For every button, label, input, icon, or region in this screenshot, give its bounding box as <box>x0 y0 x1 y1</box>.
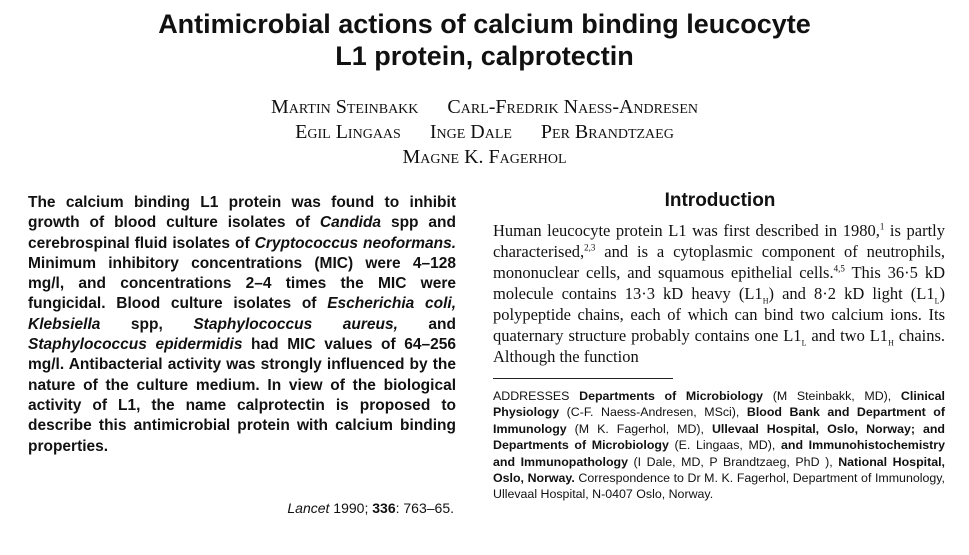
address-institution: Blood Bank and Department of Immunology <box>493 405 945 436</box>
title-line-2: L1 protein, calprotectin <box>335 41 634 71</box>
chain-subscript: H <box>888 338 894 348</box>
citation-journal: Lancet <box>287 500 330 516</box>
intro-text-run: is partly characterised, <box>493 221 945 261</box>
article-title <box>0 8 969 72</box>
citation-year: 1990; <box>329 500 373 516</box>
address-people: (E. Lingaas, MD), <box>668 438 781 453</box>
intro-text-run: and two L1 <box>806 326 889 345</box>
introduction-heading: Introduction <box>664 190 776 211</box>
reference-superscript: 4,5 <box>833 263 845 274</box>
abstract-species: Staphylococcus aureus, <box>193 315 398 333</box>
author-name: Egil Lingaas <box>295 121 401 143</box>
address-institution: Clinical Physiology <box>493 389 945 420</box>
author-name: Martin Steinbakk <box>271 96 419 118</box>
abstract-text: spp, <box>100 315 194 333</box>
address-institution: Ullevaal Hospital, Oslo, Norway; and Departments of Microbiology <box>493 421 945 453</box>
abstract-species: Cryptococcus neoformans. <box>254 234 456 252</box>
introduction-text <box>493 220 945 367</box>
address-people: (M K. Fagerhol, MD), <box>566 421 712 436</box>
chain-subscript: L <box>934 296 940 306</box>
intro-text-run: This 36·5 kD molecule contains 13·3 kD heavy (L1 <box>493 263 945 303</box>
author-name: Carl-Fredrik Naess-Andresen <box>447 96 698 118</box>
address-correspondence: Correspondence to Dr M. K. Fagerhol, Department of Immunology, Ullevaal Hospital, N-0407 Oslo, Norway. <box>493 471 945 502</box>
reference-superscript: 2,3 <box>584 242 596 253</box>
addresses-label: ADDRESSES <box>493 389 580 403</box>
intro-text-run: chains. Although the function <box>493 326 946 366</box>
abstract-species: Escherichia coli, Klebsiella <box>28 295 457 333</box>
citation <box>287 500 454 516</box>
citation-volume: 336 <box>372 500 396 516</box>
address-people: (C-F. Naess-Andresen, MSci), <box>559 405 747 420</box>
author-name: Magne K. Fagerhol <box>402 146 567 168</box>
address-people: (I Dale, MD, P Brandtzaeg, PhD ), <box>627 454 839 469</box>
author-row <box>0 120 969 145</box>
chain-subscript: H <box>762 296 769 306</box>
intro-text-run: ) polypeptide chains, each of which can bind two calcium ions. Its quaternary structure probably contains one L1 <box>493 284 945 345</box>
abstract-text: Minimum inhibitory concentrations (MIC) were 4–128 mg/l, and concentrations 2–4 times the MIC were fungicidal. Blood culture isolates of <box>28 254 456 313</box>
address-people: (M Steinbakk, MD), <box>763 389 901 403</box>
address-institution: Departments of Microbiology <box>579 389 764 403</box>
address-institution: and Immunohistochemistry and Immunopathology <box>493 438 945 469</box>
intro-text-run: ) and 8·2 kD light (L1 <box>768 284 935 303</box>
reference-superscript: 1 <box>879 221 885 232</box>
author-list <box>0 95 969 170</box>
addresses-footnote <box>493 388 945 503</box>
author-name: Per Brandtzaeg <box>540 121 674 143</box>
author-row <box>0 95 969 120</box>
abstract-text: spp and cerebrospinal fluid isolates of <box>28 214 456 252</box>
address-institution: National Hospital, Oslo, Norway. <box>493 454 945 486</box>
abstract-text: The calcium binding L1 protein was found to inhibit growth of blood culture isolates of <box>28 194 456 232</box>
abstract-species: Staphylococcus epidermidis <box>28 336 243 354</box>
address-divider <box>493 378 673 379</box>
author-row <box>0 145 969 170</box>
citation-pages: : 763–65. <box>395 500 454 516</box>
abstract-text: and <box>397 315 456 333</box>
chain-subscript: L <box>801 338 807 348</box>
abstract-species: Candida <box>319 214 382 232</box>
author-name: Inge Dale <box>429 121 512 143</box>
intro-text-run: and is a cytoplasmic component of neutrophils, mononuclear cells, and squamous epithelial cells. <box>493 242 945 282</box>
abstract-text: had MIC values of 64–256 mg/l. Antibacterial activity was strongly influenced by the nature of the culture medium. In view of the biological activity of L1, the name calprotectin is proposed to describe this antimicrobial protein with calcium binding properties. <box>28 336 456 455</box>
intro-text-run: Human leucocyte protein L1 was first described in 1980, <box>493 221 880 240</box>
title-line-1: Antimicrobial actions of calcium binding leucocyte <box>158 9 811 39</box>
abstract <box>28 193 456 457</box>
